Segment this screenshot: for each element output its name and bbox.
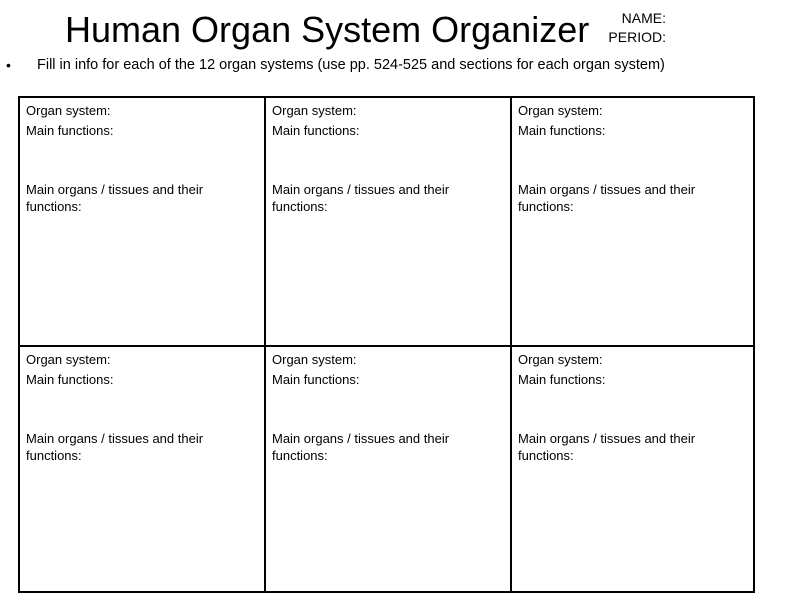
main-organs-label: Main organs / tissues and their functions:	[272, 431, 450, 463]
organizer-cell[interactable]	[512, 98, 753, 347]
organizer-cell[interactable]	[20, 347, 266, 591]
organ-system-label: Organ system:	[272, 103, 357, 118]
name-period-block	[596, 9, 666, 47]
instructions-text: Fill in info for each of the 12 organ systems (use pp. 524-525 and sections for each organ system)	[37, 57, 665, 73]
organ-system-label: Organ system:	[26, 352, 111, 367]
organizer-cell[interactable]	[20, 98, 266, 347]
main-organs-label: Main organs / tissues and their functions:	[272, 182, 450, 214]
organ-system-label: Organ system:	[272, 352, 357, 367]
organizer-cell[interactable]	[266, 98, 512, 347]
main-functions-label: Main functions:	[518, 372, 606, 387]
organ-system-label: Organ system:	[518, 352, 603, 367]
main-organs-label: Main organs / tissues and their functions:	[26, 182, 204, 214]
organ-system-label: Organ system:	[518, 103, 603, 118]
main-organs-label: Main organs / tissues and their functions:	[518, 431, 696, 463]
main-functions-label: Main functions:	[272, 123, 360, 138]
organ-system-label: Organ system:	[26, 103, 111, 118]
organizer-grid	[18, 96, 755, 593]
main-functions-label: Main functions:	[518, 123, 606, 138]
period-label: PERIOD:	[608, 29, 666, 45]
main-functions-label: Main functions:	[26, 372, 114, 387]
bullet-icon: •	[6, 57, 11, 73]
page-title: Human Organ System Organizer	[65, 9, 590, 50]
main-organs-label: Main organs / tissues and their functions:	[26, 431, 204, 463]
main-organs-label: Main organs / tissues and their functions:	[518, 182, 696, 214]
organizer-cell[interactable]	[266, 347, 512, 591]
organizer-cell[interactable]	[512, 347, 753, 591]
main-functions-label: Main functions:	[272, 372, 360, 387]
name-label: NAME:	[621, 10, 666, 26]
main-functions-label: Main functions:	[26, 123, 114, 138]
